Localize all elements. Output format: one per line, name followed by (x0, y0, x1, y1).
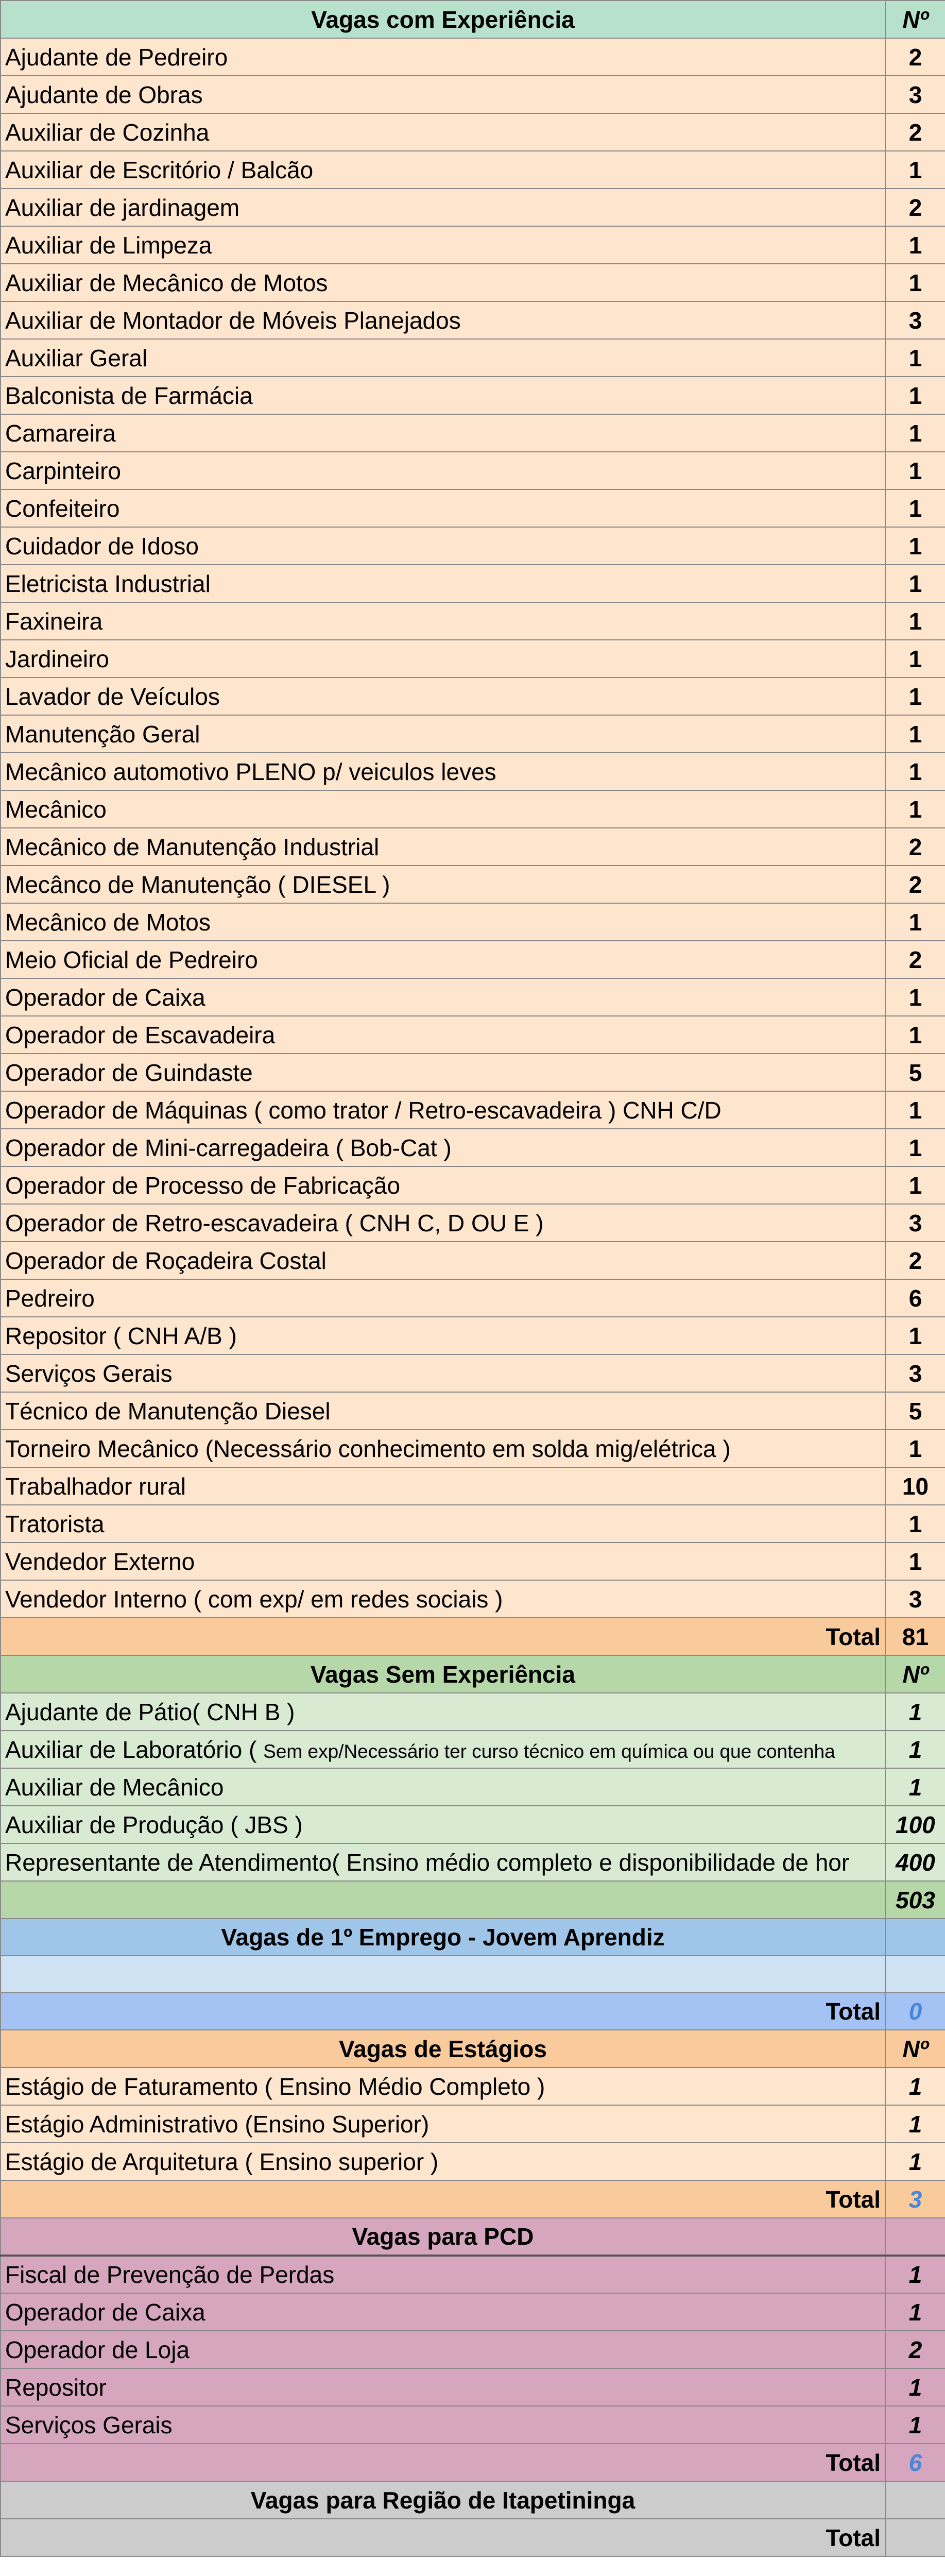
job-title: Mecânico (5, 795, 107, 823)
job-title-cell (1, 489, 885, 527)
section-header-exp (1, 1, 945, 38)
section-title: Vagas com Experiência (1, 1, 885, 38)
total-label: Total (1, 2519, 885, 2556)
job-title: Operador de Loja (5, 2336, 190, 2363)
job-title: Operador de Máquinas ( como trator / Retro-escavadeira ) CNH C/D (5, 1096, 721, 1124)
job-title-cell (1, 151, 885, 189)
section-header-estagio (1, 2030, 945, 2067)
vacancy-count: 1 (885, 2105, 945, 2143)
job-title: Pedreiro (5, 1284, 95, 1312)
job-title-cell (1, 76, 885, 113)
job-title: Vendedor Interno ( com exp/ em redes sociais ) (5, 1585, 503, 1613)
total-label: Total (1, 2444, 885, 2481)
vacancy-count: 2 (885, 941, 945, 978)
job-title-cell (1, 226, 885, 264)
table-row (1, 565, 945, 602)
job-title: Auxiliar de Escritório / Balcão (5, 156, 314, 183)
total-label: Total (1, 2180, 885, 2218)
table-row (1, 414, 945, 452)
table-row (1, 189, 945, 226)
job-title-cell (1, 377, 885, 414)
table-row (1, 1806, 945, 1843)
table-row (1, 978, 945, 1016)
job-title: Manutenção Geral (5, 720, 200, 748)
table-row (1, 715, 945, 753)
job-title-cell (1, 790, 885, 828)
table-row (1, 941, 945, 978)
table-row (1, 866, 945, 903)
table-row (1, 677, 945, 715)
job-title: Carpinteiro (5, 457, 121, 484)
vacancy-count: 1 (885, 1731, 945, 1768)
job-title: Auxiliar de Mecânico de Motos (5, 269, 328, 296)
vacancy-count: 1 (885, 903, 945, 941)
table-row (1, 1843, 945, 1881)
job-title: Representante de Atendimento( Ensino médio completo e disponibilidade de hor (5, 1849, 850, 1876)
vacancy-count: 1 (885, 339, 945, 377)
total-value: 0 (885, 1993, 945, 2030)
table-row (1, 264, 945, 301)
job-title: Ajudante de Obras (5, 81, 203, 108)
job-title: Auxiliar Geral (5, 344, 148, 371)
table-row (1, 640, 945, 677)
job-title: Serviços Gerais (5, 1360, 173, 1387)
section-header-sem (1, 1655, 945, 1693)
job-title-cell (1, 1956, 885, 1993)
job-title-cell (1, 1016, 885, 1054)
vacancy-count: 1 (885, 715, 945, 753)
job-title: Auxiliar de Mecânico (5, 1773, 224, 1801)
total-label: Total (1, 1618, 885, 1655)
vacancy-count: 1 (885, 452, 945, 489)
table-row (1, 2406, 945, 2444)
table-row (1, 753, 945, 790)
table-row (1, 790, 945, 828)
job-title-cell (1, 2067, 885, 2105)
table-row (1, 1279, 945, 1317)
vacancy-count: 6 (885, 1279, 945, 1317)
vacancy-count: 3 (885, 301, 945, 339)
job-title: Técnico de Manutenção Diesel (5, 1397, 331, 1425)
job-title: Operador de Guindaste (5, 1059, 253, 1086)
job-title-cell (1, 1317, 885, 1354)
job-title-cell (1, 1543, 885, 1580)
table-row (1, 1956, 945, 1993)
job-title: Eletricista Industrial (5, 570, 211, 597)
vacancy-count: 2 (885, 1242, 945, 1279)
job-title-cell (1, 2256, 885, 2293)
section-title: Vagas para Região de Itapetininga (1, 2481, 885, 2519)
vacancy-count: 10 (885, 1467, 945, 1505)
table-row (1, 113, 945, 151)
vacancy-count (885, 1956, 945, 1993)
table-row (1, 1392, 945, 1430)
job-title-cell (1, 1505, 885, 1543)
table-row (1, 1317, 945, 1354)
job-title-cell (1, 527, 885, 565)
job-title: Mecânico automotivo PLENO p/ veiculos leves (5, 758, 496, 785)
table-row (1, 1543, 945, 1580)
job-title: Auxiliar de Laboratório ( (5, 1736, 257, 1763)
job-title-cell (1, 1467, 885, 1505)
section-total-estagio (1, 2180, 945, 2218)
table-row (1, 2143, 945, 2180)
section-total-sem (1, 1881, 945, 1919)
job-title: Auxiliar de Cozinha (5, 118, 210, 146)
section-total-jovem (1, 1993, 945, 2030)
job-title: Operador de Processo de Fabricação (5, 1172, 401, 1199)
vacancy-count: 5 (885, 1392, 945, 1430)
vacancy-count: 2 (885, 189, 945, 226)
job-title: Ajudante de Pátio( CNH B ) (5, 1698, 295, 1725)
job-title: Torneiro Mecânico (Necessário conhecimento em solda mig/elétrica ) (5, 1435, 731, 1462)
vacancy-count: 1 (885, 790, 945, 828)
vacancy-count: 1 (885, 1693, 945, 1731)
vacancy-count: 1 (885, 2368, 945, 2406)
job-title-cell (1, 978, 885, 1016)
job-note: Sem exp/Necessário ter curso técnico em química ou que contenha (263, 1740, 835, 1762)
job-title: Meio Oficial de Pedreiro (5, 946, 258, 973)
job-title-cell (1, 903, 885, 941)
vacancy-count: 1 (885, 2143, 945, 2180)
table-row (1, 151, 945, 189)
job-title-cell (1, 113, 885, 151)
table-row (1, 1693, 945, 1731)
job-title: Repositor ( CNH A/B ) (5, 1322, 237, 1349)
table-row (1, 1768, 945, 1806)
job-title-cell (1, 1693, 885, 1731)
section-header-regiao (1, 2481, 945, 2519)
job-title-cell (1, 866, 885, 903)
table-row (1, 339, 945, 377)
table-row (1, 38, 945, 76)
table-row (1, 527, 945, 565)
table-row (1, 1054, 945, 1091)
vacancy-count: 1 (885, 2406, 945, 2444)
job-title-cell (1, 1768, 885, 1806)
section-header-pcd (1, 2218, 945, 2256)
job-title-cell (1, 452, 885, 489)
total-value (885, 2519, 945, 2556)
table-row (1, 2105, 945, 2143)
job-title-cell (1, 2293, 885, 2331)
job-title-cell (1, 1392, 885, 1430)
job-title: Auxiliar de Limpeza (5, 231, 212, 259)
job-title-cell (1, 414, 885, 452)
job-title-cell (1, 640, 885, 677)
vacancy-count: 5 (885, 1054, 945, 1091)
job-title: Camareira (5, 419, 116, 447)
job-title-cell (1, 602, 885, 640)
job-title-cell (1, 753, 885, 790)
job-title-cell (1, 2105, 885, 2143)
vacancy-count: 1 (885, 489, 945, 527)
vacancy-count: 1 (885, 565, 945, 602)
job-title: Mecânico de Manutenção Industrial (5, 833, 380, 860)
vacancy-count: 1 (885, 753, 945, 790)
table-row (1, 1467, 945, 1505)
job-title: Repositor (5, 2374, 107, 2401)
job-title: Ajudante de Pedreiro (5, 43, 228, 71)
job-title: Tratorista (5, 1510, 105, 1537)
vacancy-count: 1 (885, 1129, 945, 1166)
count-column-header (885, 2218, 945, 2256)
job-title-cell (1, 1843, 885, 1881)
table-row (1, 76, 945, 113)
section-title: Vagas de 1º Emprego - Jovem Aprendiz (1, 1919, 885, 1956)
job-title: Lavador de Veículos (5, 683, 220, 710)
job-title: Balconista de Farmácia (5, 382, 253, 409)
job-title: Vendedor Externo (5, 1548, 195, 1575)
section-header-jovem (1, 1919, 945, 1956)
table-row (1, 452, 945, 489)
job-title-cell (1, 565, 885, 602)
table-row (1, 602, 945, 640)
job-title-cell (1, 941, 885, 978)
table-row (1, 2331, 945, 2368)
job-title: Estágio de Arquitetura ( Ensino superior ) (5, 2148, 439, 2175)
vacancy-count: 1 (885, 640, 945, 677)
count-column-header (885, 2481, 945, 2519)
vacancy-count: 1 (885, 1505, 945, 1543)
job-title: Auxiliar de Produção ( JBS ) (5, 1811, 303, 1838)
table-row (1, 1166, 945, 1204)
job-title-cell (1, 189, 885, 226)
table-row (1, 1430, 945, 1467)
vacancy-count: 1 (885, 1016, 945, 1054)
vacancy-count: 400 (885, 1843, 945, 1881)
vacancy-count: 1 (885, 2067, 945, 2105)
vacancy-count: 3 (885, 1580, 945, 1618)
vacancy-count: 1 (885, 151, 945, 189)
table-row (1, 1354, 945, 1392)
job-title: Serviços Gerais (5, 2411, 173, 2438)
job-title: Operador de Escavadeira (5, 1021, 276, 1048)
table-row (1, 1204, 945, 1242)
vacancy-count: 100 (885, 1806, 945, 1843)
job-title: Operador de Caixa (5, 2298, 205, 2326)
table-row (1, 2256, 945, 2293)
job-title: Jardineiro (5, 645, 109, 672)
table-row (1, 1129, 945, 1166)
job-title-cell (1, 264, 885, 301)
job-title: Operador de Retro-escavadeira ( CNH C, D OU E ) (5, 1209, 544, 1236)
vacancy-count: 1 (885, 1543, 945, 1580)
vacancy-count: 1 (885, 677, 945, 715)
vacancy-count: 2 (885, 828, 945, 866)
vacancy-count: 3 (885, 1204, 945, 1242)
job-title-cell (1, 1279, 885, 1317)
job-title-cell (1, 1731, 885, 1768)
vacancy-count: 2 (885, 38, 945, 76)
vacancy-count: 1 (885, 2256, 945, 2293)
vacancy-count: 1 (885, 264, 945, 301)
table-row (1, 1580, 945, 1618)
vacancy-count: 1 (885, 377, 945, 414)
vacancy-count: 1 (885, 1091, 945, 1129)
job-title-cell (1, 715, 885, 753)
vacancy-count: 1 (885, 2293, 945, 2331)
table-row (1, 226, 945, 264)
table-row (1, 1731, 945, 1768)
job-title: Estágio de Faturamento ( Ensino Médio Completo ) (5, 2073, 545, 2100)
total-value: 6 (885, 2444, 945, 2481)
table-row (1, 1242, 945, 1279)
job-title: Operador de Caixa (5, 984, 205, 1011)
section-title: Vagas de Estágios (1, 2030, 885, 2067)
vacancy-count: 1 (885, 226, 945, 264)
total-label (1, 1881, 885, 1919)
job-title: Auxiliar de Montador de Móveis Planejados (5, 307, 461, 334)
job-title-cell (1, 301, 885, 339)
table-row (1, 2293, 945, 2331)
section-total-regiao (1, 2519, 945, 2556)
job-title: Cuidador de Idoso (5, 532, 199, 560)
job-title-cell (1, 828, 885, 866)
table-row (1, 2368, 945, 2406)
total-label: Total (1, 1993, 885, 2030)
job-title: Mecânco de Manutenção ( DIESEL ) (5, 871, 390, 898)
job-title-cell (1, 2331, 885, 2368)
job-title: Confeiteiro (5, 495, 120, 522)
vacancy-count: 1 (885, 602, 945, 640)
job-title-cell (1, 339, 885, 377)
table-row (1, 377, 945, 414)
total-value: 81 (885, 1618, 945, 1655)
vacancy-count: 1 (885, 978, 945, 1016)
job-title-cell (1, 38, 885, 76)
job-title-cell (1, 1354, 885, 1392)
job-title: Operador de Mini-carregadeira ( Bob-Cat ) (5, 1134, 452, 1161)
table-row (1, 1505, 945, 1543)
job-title-cell (1, 1129, 885, 1166)
table-row (1, 489, 945, 527)
vacancy-count: 1 (885, 414, 945, 452)
job-title-cell (1, 2406, 885, 2444)
section-title: Vagas para PCD (1, 2218, 885, 2256)
section-total-exp (1, 1618, 945, 1655)
section-title: Vagas Sem Experiência (1, 1655, 885, 1693)
table-row (1, 1091, 945, 1129)
vacancy-count: 1 (885, 527, 945, 565)
job-title-cell (1, 1054, 885, 1091)
job-title-cell (1, 1242, 885, 1279)
vacancy-count: 1 (885, 1430, 945, 1467)
job-title: Fiscal de Prevenção de Perdas (5, 2261, 335, 2288)
job-title: Operador de Roçadeira Costal (5, 1247, 327, 1274)
job-title-cell (1, 2143, 885, 2180)
vacancy-count: 2 (885, 2331, 945, 2368)
count-column-header (885, 1919, 945, 1956)
vacancy-count: 3 (885, 1354, 945, 1392)
total-value: 503 (885, 1881, 945, 1919)
job-title-cell (1, 677, 885, 715)
table-row (1, 301, 945, 339)
job-title-cell (1, 1806, 885, 1843)
table-row (1, 903, 945, 941)
vacancy-count: 1 (885, 1768, 945, 1806)
vacancy-count: 1 (885, 1317, 945, 1354)
job-title-cell (1, 1204, 885, 1242)
total-value: 3 (885, 2180, 945, 2218)
table-row (1, 1016, 945, 1054)
table-row (1, 828, 945, 866)
vacancy-count: 2 (885, 113, 945, 151)
job-title-cell (1, 1091, 885, 1129)
job-title: Estágio Administrativo (Ensino Superior) (5, 2110, 429, 2138)
job-title: Trabalhador rural (5, 1472, 186, 1500)
vacancy-count: 3 (885, 76, 945, 113)
job-title-cell (1, 1580, 885, 1618)
job-title: Faxineira (5, 607, 103, 635)
count-column-header: Nº (885, 2030, 945, 2067)
vacancy-count: 2 (885, 866, 945, 903)
vacancy-count: 1 (885, 1166, 945, 1204)
job-title: Mecânico de Motos (5, 908, 211, 936)
count-column-header: Nº (885, 1, 945, 38)
table-row (1, 2067, 945, 2105)
job-title-cell (1, 2368, 885, 2406)
job-title: Auxiliar de jardinagem (5, 194, 240, 221)
count-column-header: Nº (885, 1655, 945, 1693)
job-title-cell (1, 1430, 885, 1467)
job-title-cell (1, 1166, 885, 1204)
section-total-pcd (1, 2444, 945, 2481)
